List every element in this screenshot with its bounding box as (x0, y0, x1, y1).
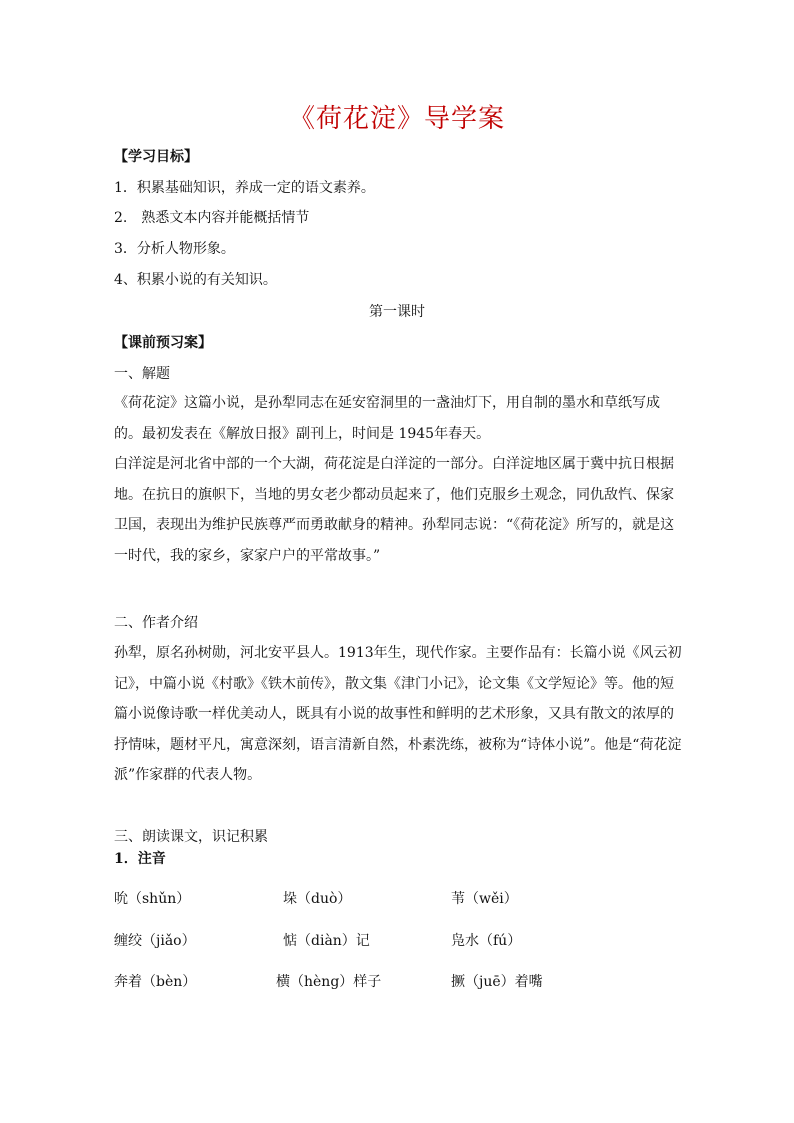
objective-item: 1．积累基础知识，养成一定的语文素养。 (114, 180, 375, 196)
objective-item: 4、积累小说的有关知识。 (114, 272, 277, 288)
objective-item: 2. 熟悉文本内容并能概括情节 (114, 210, 310, 226)
pinyin-item: 苇（wěi） (451, 891, 518, 907)
preview-heading: 【课前预习案】 (114, 335, 212, 351)
pinyin-item: 撅（juē）着嘴 (451, 974, 543, 990)
pinyin-item: 吮（shǔn） (114, 891, 191, 907)
objectives-heading: 【学习目标】 (114, 149, 198, 165)
pinyin-item: 横（hèng）样子 (276, 974, 382, 990)
section2-heading: 二、作者介绍 (114, 615, 198, 631)
pinyin-item: 惦（diàn）记 (283, 933, 370, 949)
pinyin-item: 缠绞（jiǎo） (114, 933, 196, 949)
section1-heading: 一、解题 (114, 366, 170, 382)
document-title: 《荷花淀》导学案 (288, 104, 505, 134)
pinyin-item: 垛（duò） (283, 891, 352, 907)
pronunciation-subheading: 1．注音 (114, 851, 166, 867)
objective-item: 3．分析人物形象。 (114, 241, 235, 257)
pinyin-item: 奔着（bèn） (114, 974, 197, 990)
lesson-label: 第一课时 (369, 304, 425, 320)
pinyin-item: 凫水（fú） (451, 933, 522, 949)
section1-paragraph-2: 白洋淀是河北省中部的一个大湖，荷花淀是白洋淀的一部分。白洋淀地区属于冀中抗日根据地。在抗日的旗帜下，当地的男女老少都动员起来了，他们克服乡土观念，同仇敌忾、保家卫国，表现出为维护民族尊严而勇敢献身的精神。孙犁同志说：“《荷花淀》所写的，就是这一时代，我的家乡，家家户户的平常故事。” (114, 456, 675, 564)
section2-paragraph: 孙犁，原名孙树勋，河北安平县人。1913年生，现代作家。主要作品有：长篇小说《风云初记》，中篇小说《村歌》《铁木前传》，散文集《津门小记》，论文集《文学短论》等。他的短篇小说像诗歌一样优美动人，既具有小说的故事性和鲜明的艺术形象，又具有散文的浓厚的抒情味，题材平凡，寓意深刻，语言清新自然，朴素洗练，被称为“诗体小说”。他是“荷花淀派”作家群的代表人物。 (114, 645, 682, 783)
section3-heading: 三、朗读课文，识记积累 (114, 829, 268, 845)
section1-paragraph-1: 《荷花淀》这篇小说，是孙犁同志在延安窑洞里的一盏油灯下，用自制的墨水和草纸写成的。最初发表在《解放日报》副刊上，时间是 1945年春天。 (114, 395, 660, 442)
